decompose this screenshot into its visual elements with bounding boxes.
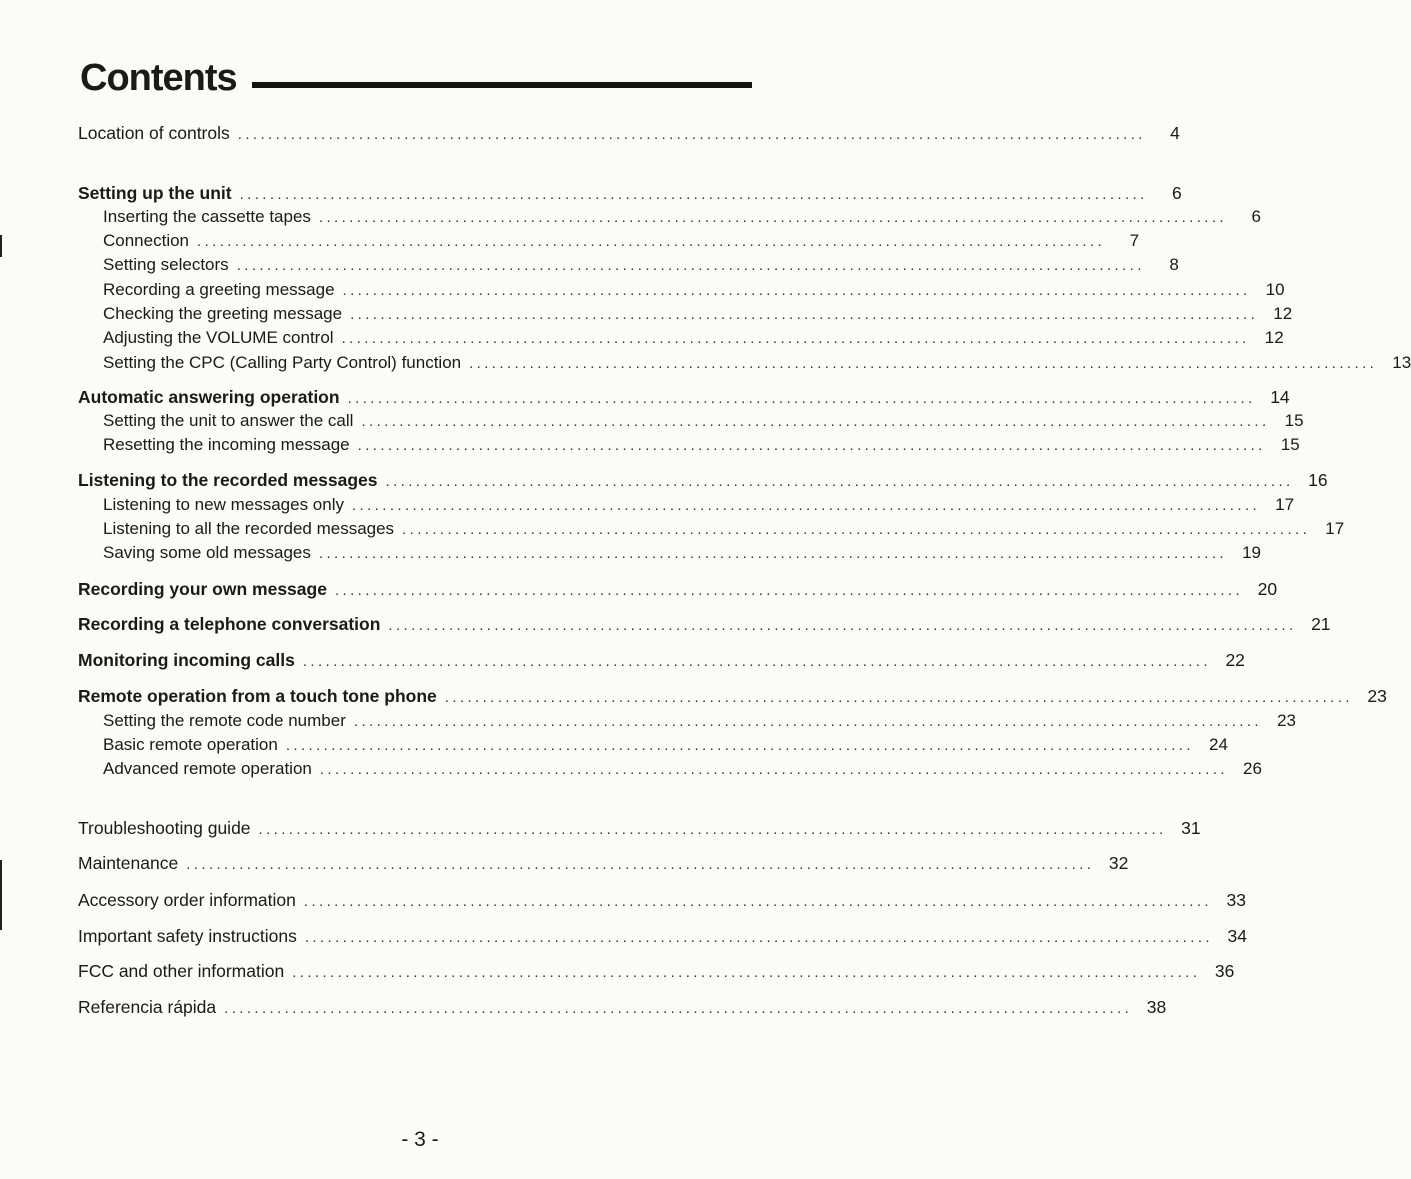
dot-leader: ........................................................................................................................ xyxy=(385,473,1294,490)
dot-leader: ........................................................................................................................ xyxy=(402,521,1311,538)
dot-leader: ........................................................................................................................ xyxy=(341,330,1250,347)
toc-entry-page: 14 xyxy=(1270,387,1290,407)
dot-leader: ........................................................................................................................ xyxy=(361,413,1270,430)
dot-leader: ........................................................................................................................ xyxy=(236,257,1145,274)
dot-leader: ........................................................................................................................ xyxy=(318,209,1228,226)
toc-entry xyxy=(103,229,1140,253)
toc-entry-page: 15 xyxy=(1280,435,1300,454)
toc-entry-label: Recording your own message xyxy=(78,579,327,599)
toc-entry-page: 4 xyxy=(1170,123,1180,143)
toc-entry-page: 31 xyxy=(1181,818,1201,838)
dot-leader: ........................................................................................................................ xyxy=(347,390,1256,407)
toc-entry-page: 32 xyxy=(1108,853,1129,873)
dot-leader: ........................................................................................................................ xyxy=(444,689,1353,706)
toc-entry xyxy=(103,757,1262,781)
dot-leader: ........................................................................................................................ xyxy=(357,437,1266,454)
toc-entry xyxy=(78,995,1167,1019)
dot-leader: ........................................................................................................................ xyxy=(239,186,1148,203)
toc-entry-label: FCC and other information xyxy=(78,961,285,981)
toc-entry-label: Recording a greeting message xyxy=(103,280,335,299)
toc-entry-label: Saving some old messages xyxy=(103,543,311,562)
toc-entry xyxy=(78,684,1387,708)
toc-entry xyxy=(103,302,1293,326)
toc-entry-page: 24 xyxy=(1209,735,1228,754)
dot-leader: ........................................................................................................................ xyxy=(302,653,1211,670)
toc-entry-label: Setting up the unit xyxy=(78,183,232,203)
toc-entry-label: Advanced remote operation xyxy=(103,759,312,778)
toc-entry-page: 15 xyxy=(1284,411,1304,430)
toc-entry xyxy=(78,121,1180,145)
toc-entry-page: 26 xyxy=(1243,759,1262,778)
toc-entry-label: Remote operation from a touch tone phone xyxy=(78,686,437,706)
dot-leader: ........................................................................................................................ xyxy=(285,737,1194,754)
toc-entry-page: 17 xyxy=(1275,495,1295,514)
page-number: - 3 - xyxy=(401,1128,439,1151)
toc-entry-label: Location of controls xyxy=(78,123,230,143)
toc-entry-label: Important safety instructions xyxy=(78,926,297,946)
toc-entry xyxy=(78,577,1278,601)
toc-entry xyxy=(103,733,1228,757)
toc-entry-label: Setting the CPC (Calling Party Control) function xyxy=(103,353,462,372)
toc-entry-page: 7 xyxy=(1129,231,1140,250)
toc-entry xyxy=(103,278,1285,302)
dot-leader: ........................................................................................................................ xyxy=(469,355,1378,372)
toc-entry xyxy=(78,888,1246,912)
toc-entry xyxy=(103,409,1304,433)
scan-edge-mark xyxy=(0,860,2,930)
toc-entry-page: 10 xyxy=(1265,280,1285,299)
toc-entry-label: Listening to all the recorded messages xyxy=(103,519,395,538)
toc-entry-page: 8 xyxy=(1169,255,1179,274)
dot-leader: ........................................................................................................................ xyxy=(224,1000,1133,1017)
toc-entry-page: 13 xyxy=(1392,353,1411,372)
toc-entry-label: Setting the remote code number xyxy=(103,711,346,730)
toc-entry-label: Monitoring incoming calls xyxy=(78,650,295,670)
toc-entry xyxy=(78,385,1290,409)
toc-entry-label: Inserting the cassette tapes xyxy=(103,207,311,226)
toc-entry-label: Accessory order information xyxy=(78,890,296,910)
toc-entry-page: 6 xyxy=(1251,207,1262,226)
toc-entry-page: 12 xyxy=(1273,304,1293,323)
toc-entry-page: 38 xyxy=(1146,997,1167,1017)
toc-entry-label: Troubleshooting guide xyxy=(78,818,251,838)
toc-entry-page: 22 xyxy=(1225,650,1245,670)
toc-entry xyxy=(103,493,1295,517)
dot-leader: ........................................................................................................................ xyxy=(388,617,1297,634)
toc-entry-label: Connection xyxy=(103,231,190,250)
toc-entry xyxy=(103,253,1179,277)
toc-entry xyxy=(103,351,1411,375)
dot-leader: ........................................................................................................................ xyxy=(258,821,1167,838)
scan-edge-mark xyxy=(0,235,2,257)
toc-entry-page: 36 xyxy=(1214,961,1235,981)
toc-entry xyxy=(78,851,1129,875)
dot-leader: ........................................................................................................................ xyxy=(319,761,1228,778)
toc-entry xyxy=(103,205,1262,229)
toc-entry xyxy=(78,959,1235,983)
toc-entry-page: 17 xyxy=(1325,519,1345,538)
toc-entry-label: Maintenance xyxy=(78,853,179,873)
toc-entry-page: 19 xyxy=(1242,543,1261,562)
page-title: Contents xyxy=(80,57,237,99)
dot-leader: ........................................................................................................................ xyxy=(318,545,1227,562)
dot-leader: ........................................................................................................................ xyxy=(334,582,1244,599)
toc-entry-label: Resetting the incoming message xyxy=(103,435,350,454)
toc-entry xyxy=(103,517,1345,541)
toc-entry-label: Checking the greeting message xyxy=(103,304,343,323)
toc-entry-page: 16 xyxy=(1308,470,1328,490)
dot-leader: ........................................................................................................................ xyxy=(197,233,1106,250)
toc-entry-page: 6 xyxy=(1171,183,1182,203)
toc-entry-page: 23 xyxy=(1367,686,1387,706)
toc-entry-page: 33 xyxy=(1226,890,1246,910)
toc-entry-label: Setting selectors xyxy=(103,255,229,274)
toc-entry-label: Listening to new messages only xyxy=(103,495,344,514)
toc-entry xyxy=(78,924,1247,948)
toc-entry xyxy=(78,468,1328,492)
toc-entry-label: Automatic answering operation xyxy=(78,387,340,407)
toc-entry-page: 23 xyxy=(1277,711,1296,730)
toc-entry-page: 12 xyxy=(1264,328,1284,347)
toc-entry-page: 20 xyxy=(1257,579,1278,599)
toc-entry-label: Referencia rápida xyxy=(78,997,217,1017)
toc-entry xyxy=(103,326,1284,350)
dot-leader: ........................................................................................................................ xyxy=(342,282,1251,299)
dot-leader: ........................................................................................................................ xyxy=(353,713,1262,730)
dot-leader: ........................................................................................................................ xyxy=(292,964,1201,981)
toc-entry-page: 34 xyxy=(1227,926,1247,946)
toc-entry xyxy=(103,709,1296,733)
toc-entry-label: Recording a telephone conversation xyxy=(78,614,381,634)
toc-entry-label: Basic remote operation xyxy=(103,735,278,754)
toc-entry xyxy=(78,816,1201,840)
dot-leader: ........................................................................................................................ xyxy=(237,126,1146,143)
dot-leader: ........................................................................................................................ xyxy=(186,856,1095,873)
toc-entry xyxy=(78,648,1245,672)
toc-entry xyxy=(103,433,1300,457)
dot-leader: ........................................................................................................................ xyxy=(303,893,1212,910)
toc-entry-label: Listening to the recorded messages xyxy=(78,470,378,490)
dot-leader: ........................................................................................................................ xyxy=(304,929,1213,946)
dot-leader: ........................................................................................................................ xyxy=(351,497,1261,514)
toc-entry-label: Adjusting the VOLUME control xyxy=(103,328,334,347)
toc-entry-page: 21 xyxy=(1311,614,1331,634)
dot-leader: ........................................................................................................................ xyxy=(350,306,1259,323)
toc-entry xyxy=(78,612,1331,636)
toc-entry xyxy=(78,181,1182,205)
toc-entry-label: Setting the unit to answer the call xyxy=(103,411,354,430)
toc-entry xyxy=(103,541,1261,565)
